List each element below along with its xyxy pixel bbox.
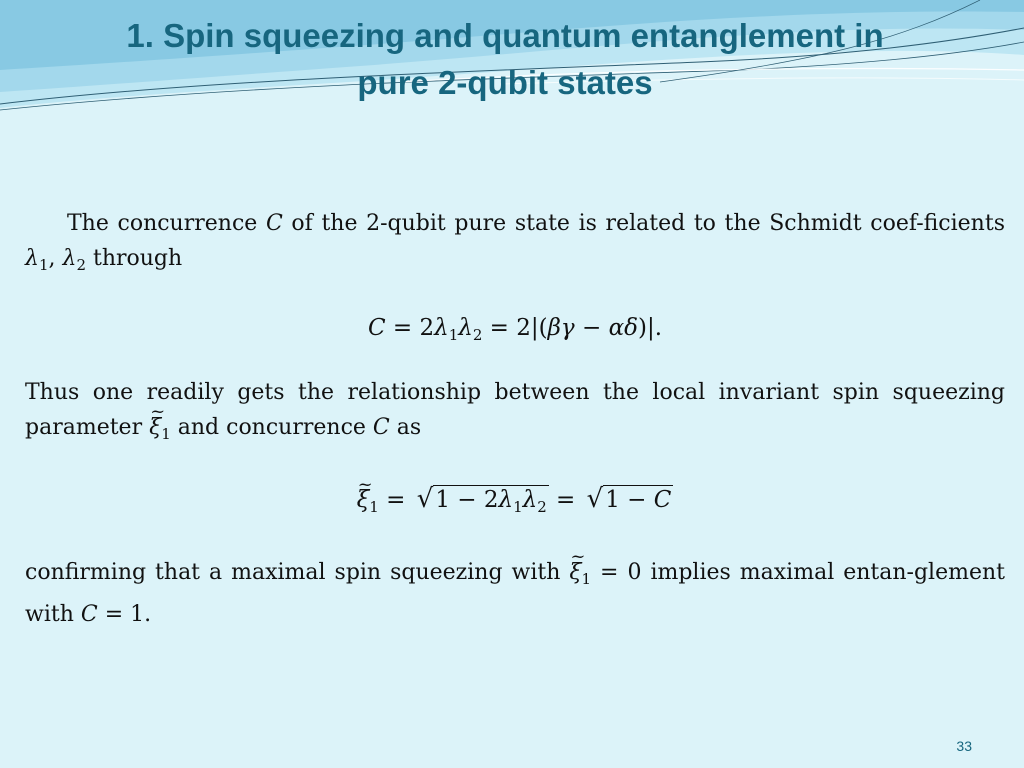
slide-body [25,206,1005,632]
page-number: 33 [956,738,972,754]
title-line-2: pure 2-qubit states [357,64,653,101]
symbol-lambda2: $\lambda_2$ [62,246,86,274]
equation-concurrence: $C = 2\lambda_1\lambda_2 = 2|(\beta\gamma - \alpha\delta)|$. [367,315,663,344]
symbol-lambda1: $\lambda_1$ [25,246,49,274]
symbol-xi1: ~ $\xi_1$ [149,401,171,443]
paragraph-concurrence-intro: The concurrence C of the 2-qubit pure state is related to the Schmidt coef-ficients $\lambda_1$, $\lambda_2$ through [25,211,1005,274]
paragraph-conclusion: confirming that a maximal spin squeezing with ~ $\xi_1 = 0$ implies maximal entan-glement with C = 1. [25,546,1005,627]
symbol-concurrence: C [265,211,283,236]
equation-squeezing-parameter: ~ $\xi_1 = √1 - 2\lambda_1\lambda_2 = √1 - C$ [25,482,1005,525]
slide-title [0,12,1010,106]
title-line-1: 1. Spin squeezing and quantum entanglement in [126,17,884,54]
paragraph-relationship: Thus one readily gets the relationship between the local invariant spin squeezing parameter ~ $\xi_1$ and concurrence C as [25,375,1005,452]
